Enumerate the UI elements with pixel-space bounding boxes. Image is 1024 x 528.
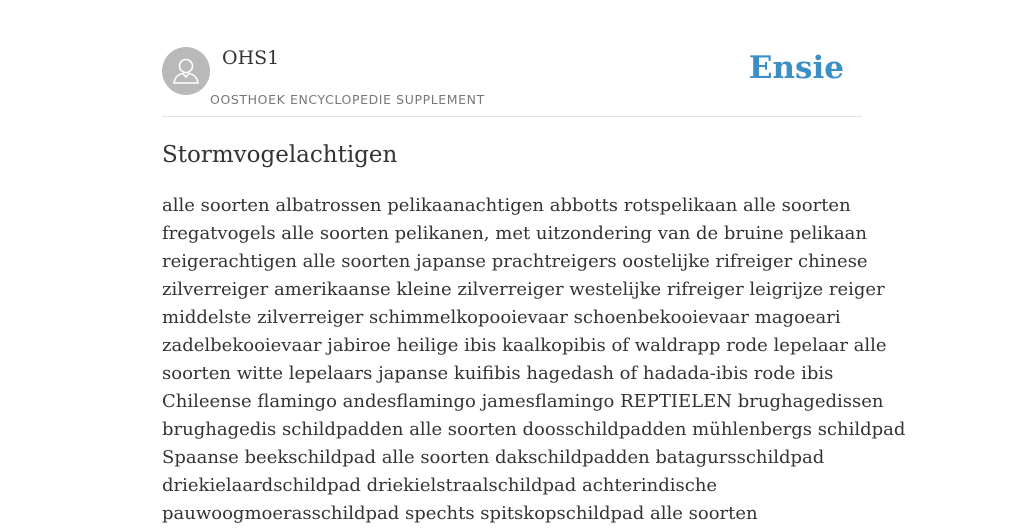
source-label[interactable]: OOSTHOEK ENCYCLOPEDIE SUPPLEMENT [210, 92, 485, 107]
body-line: soorten witte lepelaars japanse kuifibis hagedash of hadada-ibis rode ibis [162, 363, 834, 384]
body-line: Chileense flamingo andesflamingo jamesflamingo REPTIELEN brughagedissen [162, 391, 884, 412]
body-line: reigerachtigen alle soorten japanse prachtreigers oostelijke rifreiger chinese [162, 251, 868, 272]
body-line: brughagedis schildpadden alle soorten doosschildpadden mühlenbergs schildpad [162, 419, 906, 440]
body-line: Spaanse beekschildpad alle soorten dakschildpadden batagursschildpad [162, 447, 825, 468]
body-line: fregatvogels alle soorten pelikanen, met uitzondering van de bruine pelikaan [162, 223, 867, 244]
body-line: zadelbekooievaar jabiroe heilige ibis kaalkopibis of waldrapp rode lepelaar alle [162, 335, 887, 356]
body-line: alle soorten albatrossen pelikaanachtigen abbotts rotspelikaan alle soorten [162, 195, 851, 216]
body-line: pauwoogmoerasschildpad spechts spitskopschildpad alle soorten [162, 503, 758, 524]
author-name[interactable]: OHS1 [222, 47, 280, 69]
entry-header [162, 0, 862, 117]
body-line: driekielaardschildpad driekielstraalschildpad achterindische [162, 475, 718, 496]
site-logo[interactable]: Ensie [748, 50, 844, 86]
body-line: zilverreiger amerikaanse kleine zilverreiger westelijke rifreiger leigrijze reiger [162, 279, 885, 300]
avatar[interactable] [162, 47, 210, 95]
entry-title: Stormvogelachtigen [162, 142, 398, 168]
user-icon [162, 47, 210, 95]
entry-body [162, 192, 906, 528]
body-line: middelste zilverreiger schimmelkopooievaar schoenbekooievaar magoeari [162, 307, 841, 328]
